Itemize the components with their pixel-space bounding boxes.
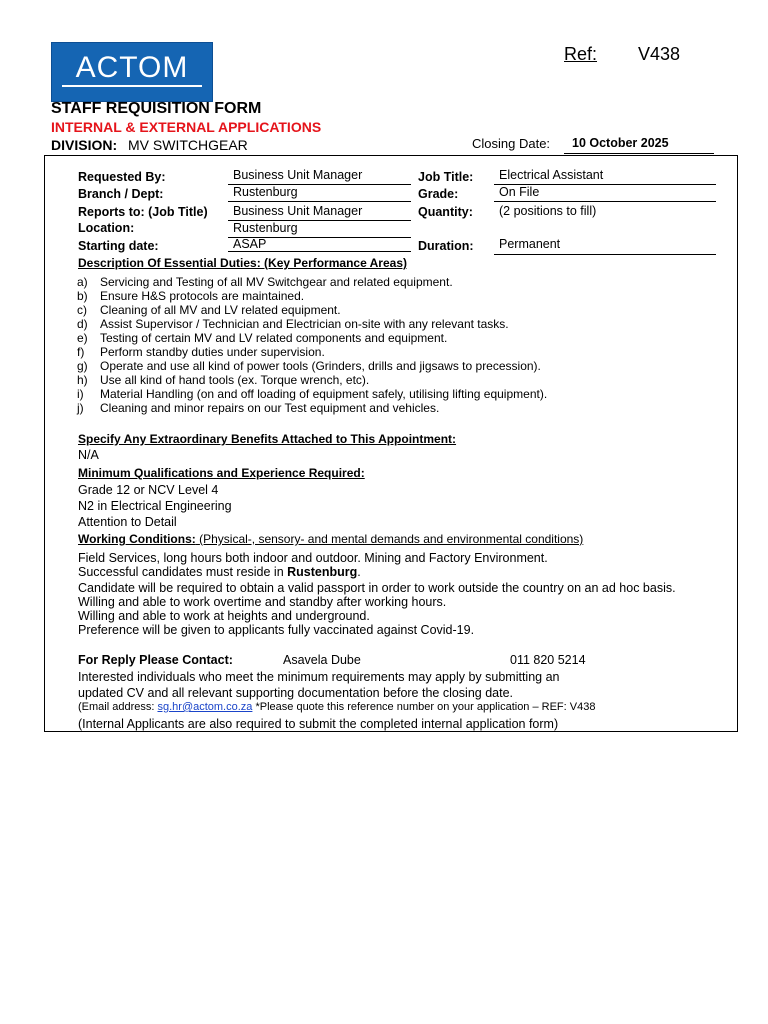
ref-label: Ref:: [564, 44, 598, 64]
contact-phone: 011 820 5214: [510, 653, 586, 667]
email-line: (Email address: sg.hr@actom.co.za *Please quote this reference number on your application – REF: V438: [78, 701, 596, 713]
reports-to-value: Business Unit Manager: [233, 204, 363, 218]
conditions-heading-row: [78, 532, 583, 546]
conditions-heading-note: (Physical-, sensory- and mental demands and environmental conditions): [199, 532, 584, 546]
reports-to-label: Reports to: (Job Title): [78, 205, 208, 219]
contact-name: Asavela Dube: [283, 653, 361, 667]
closing-date-label: Closing Date:: [472, 136, 551, 151]
branch-underline: [228, 201, 411, 202]
job-title-label: Job Title:: [418, 170, 474, 184]
starting-date-underline: [228, 251, 411, 252]
requested-by-value: Business Unit Manager: [233, 168, 363, 182]
job-title-value: Electrical Assistant: [499, 168, 604, 182]
branch-value: Rustenburg: [233, 185, 298, 199]
form-title: STAFF REQUISITION FORM: [51, 100, 262, 117]
duration-underline: [494, 254, 716, 255]
quantity-label: Quantity:: [418, 205, 473, 219]
grade-label: Grade:: [418, 187, 459, 201]
quantity-value: (2 positions to fill): [499, 204, 597, 218]
internal-applicants-note: (Internal Applicants are also required to submit the completed internal application form): [78, 717, 559, 731]
conditions-line: Preference will be given to applicants fully vaccinated against Covid-19.: [78, 623, 475, 637]
duration-value: Permanent: [499, 237, 561, 251]
starting-date-label: Starting date:: [78, 239, 159, 253]
benefits-value: N/A: [78, 448, 99, 462]
contact-label: For Reply Please Contact:: [78, 653, 233, 667]
qualification-item: Grade 12 or NCV Level 4: [78, 483, 219, 497]
logo-text: ACTOM: [75, 51, 189, 84]
conditions-line: Field Services, long hours both indoor and outdoor. Mining and Factory Environment.: [78, 551, 548, 565]
location-value: Rustenburg: [233, 221, 298, 235]
benefits-heading: Specify Any Extraordinary Benefits Attached to This Appointment:: [78, 432, 457, 446]
qualification-item: Attention to Detail: [78, 515, 177, 529]
form-subtitle: INTERNAL & EXTERNAL APPLICATIONS: [51, 119, 322, 135]
conditions-line: Willing and able to work overtime and standby after working hours.: [78, 595, 447, 609]
contact-instruction: Interested individuals who meet the minimum requirements may apply by submitting an: [78, 670, 560, 684]
qualifications-heading: Minimum Qualifications and Experience Required:: [78, 466, 365, 480]
duties-heading: Description Of Essential Duties: (Key Performance Areas): [78, 256, 407, 270]
grade-value: On File: [499, 185, 540, 199]
actom-logo: [51, 42, 213, 102]
division-label: DIVISION:: [51, 137, 118, 153]
branch-label: Branch / Dept:: [78, 187, 164, 201]
qualification-item: N2 in Electrical Engineering: [78, 499, 232, 513]
conditions-line: Successful candidates must reside in Rustenburg.: [78, 565, 361, 579]
email-link[interactable]: sg.hr@actom.co.za: [157, 701, 253, 713]
logo-underline: [62, 85, 202, 87]
conditions-line: Candidate will be required to obtain a valid passport in order to work outside the country on an ad hoc basis.: [78, 581, 676, 595]
grade-underline: [494, 201, 716, 202]
starting-date-value: ASAP: [233, 237, 267, 251]
location-label: Location:: [78, 221, 135, 235]
closing-date-value: 10 October 2025: [564, 136, 714, 154]
conditions-line: Willing and able to work at heights and underground.: [78, 609, 370, 623]
conditions-heading: Working Conditions:: [78, 532, 196, 546]
division-value: MV SWITCHGEAR: [128, 137, 248, 153]
requested-by-label: Requested By:: [78, 170, 166, 184]
ref-value: V438: [638, 44, 681, 64]
contact-instruction: updated CV and all relevant supporting documentation before the closing date.: [78, 686, 514, 700]
duration-label: Duration:: [418, 239, 474, 253]
